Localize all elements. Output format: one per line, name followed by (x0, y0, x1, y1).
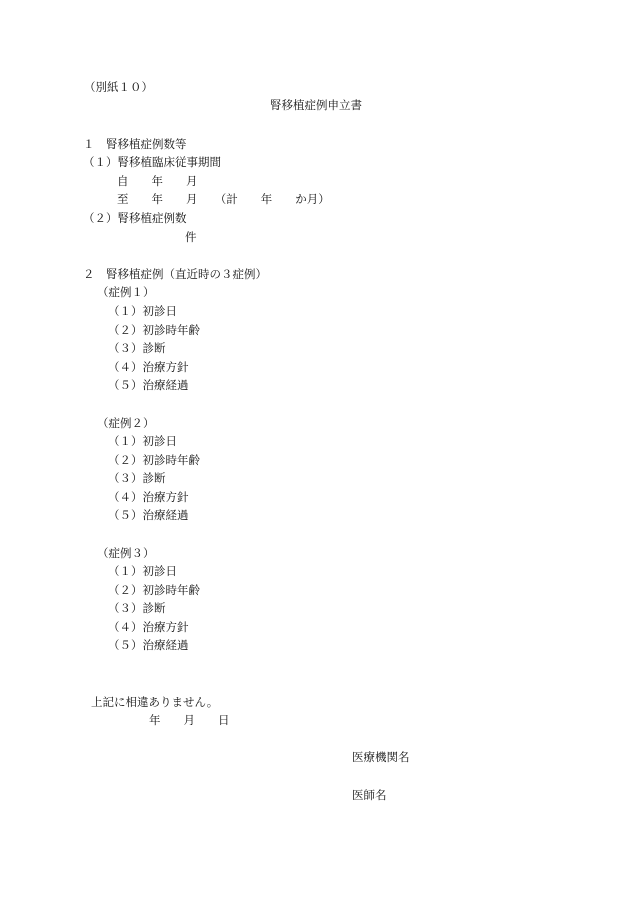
case-item: （４）治療方針 (108, 360, 189, 374)
case-item: （５）治療経過 (108, 638, 189, 652)
case-item: （１）初診日 (108, 564, 177, 578)
institution-label: 医療機関名 (352, 750, 410, 764)
section2-heading: ２ 腎移植症例（直近時の３症例） (83, 267, 267, 281)
section1-heading: １ 腎移植症例数等 (83, 137, 187, 151)
case-item: （１）初診日 (108, 434, 177, 448)
case-item: （２）初診時年齢 (108, 323, 200, 337)
case-count-unit: 件 (185, 230, 197, 244)
case-item: （４）治療方針 (108, 490, 189, 504)
case-item: （５）治療経過 (108, 508, 189, 522)
case-item: （４）治療方針 (108, 620, 189, 634)
case-item: （２）初診時年齢 (108, 583, 200, 597)
doctor-label: 医師名 (352, 788, 387, 802)
case-label: （症例２） (97, 416, 155, 430)
case-label: （症例１） (97, 285, 155, 299)
period-to-line: 至 年 月 （計 年 か月） (117, 192, 330, 206)
document-title: 腎移植症例申立書 (270, 98, 362, 112)
section1-sub1: （１）腎移植臨床従事期間 (83, 155, 221, 169)
case-item: （３）診断 (108, 341, 166, 355)
case-item: （２）初診時年齢 (108, 453, 200, 467)
period-from-line: 自 年 月 (117, 174, 198, 188)
section1-sub2: （２）腎移植症例数 (83, 211, 187, 225)
case-item: （３）診断 (108, 601, 166, 615)
date-line: 年 月 日 (149, 713, 230, 727)
case-label: （症例３） (97, 546, 155, 560)
declaration: 上記に相違ありません。 (91, 695, 219, 709)
case-item: （１）初診日 (108, 304, 177, 318)
annex-label: （別紙１０） (84, 80, 153, 94)
case-item: （５）治療経過 (108, 378, 189, 392)
case-item: （３）診断 (108, 471, 166, 485)
